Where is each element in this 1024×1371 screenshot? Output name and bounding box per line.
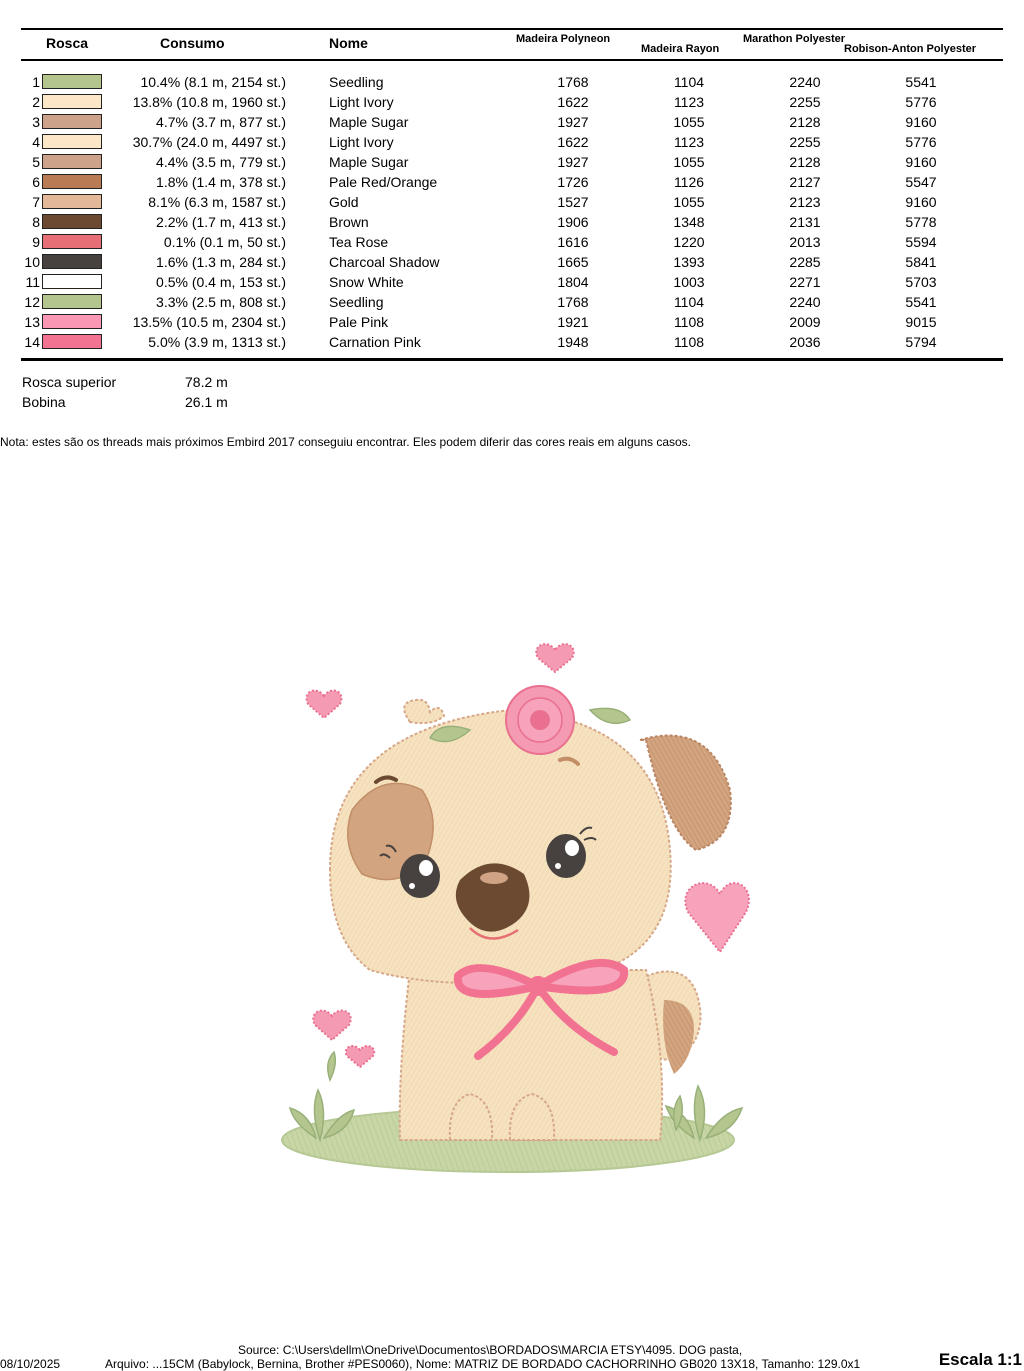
table-top-rule [21, 28, 1003, 30]
row-robison-anton: 9160 [905, 154, 937, 170]
row-madeira-rayon: 1220 [673, 234, 705, 250]
row-consumo: 3.3% (2.5 m, 808 st.) [156, 294, 286, 310]
color-swatch [42, 94, 102, 109]
row-number: 10 [24, 254, 40, 270]
row-madeira-rayon: 1055 [673, 114, 705, 130]
table-row [0, 112, 1024, 132]
row-madeira-polyneon: 1616 [557, 234, 589, 250]
row-consumo: 0.1% (0.1 m, 50 st.) [163, 234, 286, 250]
row-madeira-rayon: 1348 [673, 214, 705, 230]
row-robison-anton: 5778 [905, 214, 937, 230]
row-consumo: 4.4% (3.5 m, 779 st.) [156, 154, 286, 170]
row-nome: Charcoal Shadow [329, 254, 440, 270]
heart-icon [685, 883, 749, 952]
color-swatch [42, 74, 102, 89]
row-madeira-rayon: 1123 [673, 134, 705, 150]
row-number: 6 [32, 174, 40, 190]
row-number: 8 [32, 214, 40, 230]
row-nome: Gold [329, 194, 359, 210]
heart-icon [346, 1046, 374, 1067]
thread-note: Nota: estes são os threads mais próximos Embird 2017 conseguiu encontrar. Eles podem diferir das cores reais em alguns casos. [0, 435, 692, 449]
row-madeira-polyneon: 1927 [557, 154, 589, 170]
row-madeira-polyneon: 1768 [557, 294, 589, 310]
footer-arquivo: Arquivo: ...15CM (Babylock, Bernina, Brother #PES0060), Nome: MATRIZ DE BORDADO CACHORRINHO GB020 13X18, Tamanho: 129.0x1 [105, 1357, 861, 1371]
table-row [0, 72, 1024, 92]
row-madeira-polyneon: 1622 [557, 94, 589, 110]
header-madeira-polyneon: Madeira Polyneon [516, 33, 611, 45]
footer-scale: Escala 1:1 [938, 1350, 1022, 1369]
row-madeira-rayon: 1108 [673, 314, 705, 330]
row-marathon: 2255 [789, 134, 821, 150]
row-madeira-polyneon: 1726 [557, 174, 589, 190]
row-nome: Pale Pink [329, 314, 389, 330]
color-swatch [42, 114, 102, 129]
row-nome: Pale Red/Orange [329, 174, 438, 190]
row-consumo: 30.7% (24.0 m, 4497 st.) [132, 134, 286, 150]
row-consumo: 1.8% (1.4 m, 378 st.) [156, 174, 286, 190]
table-row [0, 192, 1024, 212]
row-nome: Seedling [329, 294, 384, 310]
heart-icon [313, 1011, 350, 1040]
row-marathon: 2013 [789, 234, 821, 250]
row-madeira-rayon: 1126 [673, 174, 705, 190]
table-row [0, 272, 1024, 292]
embroidery-preview [260, 610, 780, 1190]
row-robison-anton: 5594 [905, 234, 937, 250]
row-madeira-polyneon: 1906 [557, 214, 589, 230]
row-marathon: 2131 [789, 214, 821, 230]
table-row [0, 252, 1024, 272]
heart-icon [307, 691, 342, 718]
row-marathon: 2128 [789, 114, 821, 130]
row-consumo: 1.6% (1.3 m, 284 st.) [156, 254, 286, 270]
color-swatch [42, 134, 102, 149]
row-robison-anton: 9015 [905, 314, 937, 330]
row-number: 3 [32, 114, 40, 130]
row-robison-anton: 5776 [905, 94, 937, 110]
row-nome: Tea Rose [329, 234, 389, 250]
row-madeira-polyneon: 1768 [557, 74, 589, 90]
color-swatch [42, 254, 102, 269]
table-row [0, 212, 1024, 232]
header-consumo: Consumo [160, 35, 225, 51]
color-swatch [42, 214, 102, 229]
row-robison-anton: 5541 [905, 294, 937, 310]
table-row [0, 152, 1024, 172]
row-madeira-polyneon: 1527 [557, 194, 589, 210]
color-swatch [42, 314, 102, 329]
row-marathon: 2240 [789, 74, 821, 90]
color-swatch [42, 334, 102, 349]
row-marathon: 2128 [789, 154, 821, 170]
table-row [0, 232, 1024, 252]
table-row [0, 172, 1024, 192]
dog-tuft [404, 700, 444, 723]
bobina-value: 26.1 m [185, 394, 228, 410]
rosca-superior-value: 78.2 m [185, 374, 228, 390]
row-marathon: 2255 [789, 94, 821, 110]
row-number: 2 [32, 94, 40, 110]
row-number: 12 [24, 294, 40, 310]
row-number: 9 [32, 234, 40, 250]
row-marathon: 2240 [789, 294, 821, 310]
color-swatch [42, 274, 102, 289]
row-marathon: 2009 [789, 314, 821, 330]
table-row [0, 92, 1024, 112]
color-swatch [42, 294, 102, 309]
row-consumo: 13.8% (10.8 m, 1960 st.) [132, 94, 286, 110]
color-swatch [42, 194, 102, 209]
table-bottom-rule [21, 358, 1003, 361]
row-marathon: 2271 [789, 274, 821, 290]
row-madeira-polyneon: 1622 [557, 134, 589, 150]
row-consumo: 5.0% (3.9 m, 1313 st.) [148, 334, 286, 350]
row-nome: Snow White [329, 274, 404, 290]
row-number: 14 [24, 334, 40, 350]
table-row [0, 132, 1024, 152]
color-swatch [42, 174, 102, 189]
row-nome: Maple Sugar [329, 114, 409, 130]
row-robison-anton: 5841 [905, 254, 937, 270]
row-consumo: 10.4% (8.1 m, 2154 st.) [140, 74, 286, 90]
row-madeira-rayon: 1104 [673, 74, 705, 90]
row-robison-anton: 5541 [905, 74, 937, 90]
header-rosca: Rosca [46, 35, 89, 51]
bobina-label: Bobina [22, 394, 66, 410]
row-madeira-polyneon: 1927 [557, 114, 589, 130]
row-consumo: 4.7% (3.7 m, 877 st.) [156, 114, 286, 130]
table-row [0, 332, 1024, 352]
row-number: 5 [32, 154, 40, 170]
row-nome: Carnation Pink [329, 334, 421, 350]
header-robison-anton-polyester: Robison-Anton Polyester [844, 43, 977, 55]
row-nome: Light Ivory [329, 94, 394, 110]
row-madeira-polyneon: 1665 [557, 254, 589, 270]
row-madeira-polyneon: 1804 [557, 274, 589, 290]
row-madeira-rayon: 1055 [673, 194, 705, 210]
row-nome: Light Ivory [329, 134, 394, 150]
row-madeira-rayon: 1003 [673, 274, 705, 290]
table-header-rule [21, 59, 1003, 61]
row-number: 4 [32, 134, 40, 150]
row-madeira-rayon: 1055 [673, 154, 705, 170]
row-marathon: 2127 [789, 174, 821, 190]
row-nome: Brown [329, 214, 369, 230]
row-robison-anton: 5776 [905, 134, 937, 150]
row-robison-anton: 9160 [905, 114, 937, 130]
row-nome: Maple Sugar [329, 154, 409, 170]
row-madeira-rayon: 1393 [673, 254, 705, 270]
row-marathon: 2123 [789, 194, 821, 210]
header-madeira-rayon: Madeira Rayon [641, 43, 720, 55]
row-marathon: 2285 [789, 254, 821, 270]
row-madeira-polyneon: 1948 [557, 334, 589, 350]
row-robison-anton: 5547 [905, 174, 937, 190]
row-number: 13 [24, 314, 40, 330]
row-madeira-rayon: 1104 [673, 294, 705, 310]
footer-source: Source: C:\Users\dellm\OneDrive\Documentos\BORDADOS\MARCIA ETSY\4095. DOG pasta, [238, 1343, 743, 1357]
heart-icon [536, 644, 573, 672]
row-number: 7 [32, 194, 40, 210]
row-nome: Seedling [329, 74, 384, 90]
row-marathon: 2036 [789, 334, 821, 350]
color-swatch [42, 154, 102, 169]
row-robison-anton: 9160 [905, 194, 937, 210]
row-madeira-rayon: 1123 [673, 94, 705, 110]
row-consumo: 2.2% (1.7 m, 413 st.) [156, 214, 286, 230]
row-consumo: 13.5% (10.5 m, 2304 st.) [132, 314, 286, 330]
footer-date: 08/10/2025 [0, 1357, 61, 1371]
row-consumo: 0.5% (0.4 m, 153 st.) [156, 274, 286, 290]
header-nome: Nome [329, 35, 368, 51]
rosca-superior-label: Rosca superior [22, 374, 117, 390]
row-madeira-rayon: 1108 [673, 334, 705, 350]
row-madeira-polyneon: 1921 [557, 314, 589, 330]
table-row [0, 292, 1024, 312]
header-marathon-polyester: Marathon Polyester [743, 33, 846, 45]
row-robison-anton: 5794 [905, 334, 937, 350]
row-number: 11 [25, 274, 40, 290]
row-consumo: 8.1% (6.3 m, 1587 st.) [148, 194, 286, 210]
table-row [0, 312, 1024, 332]
color-swatch [42, 234, 102, 249]
row-number: 1 [32, 74, 40, 90]
row-robison-anton: 5703 [905, 274, 937, 290]
